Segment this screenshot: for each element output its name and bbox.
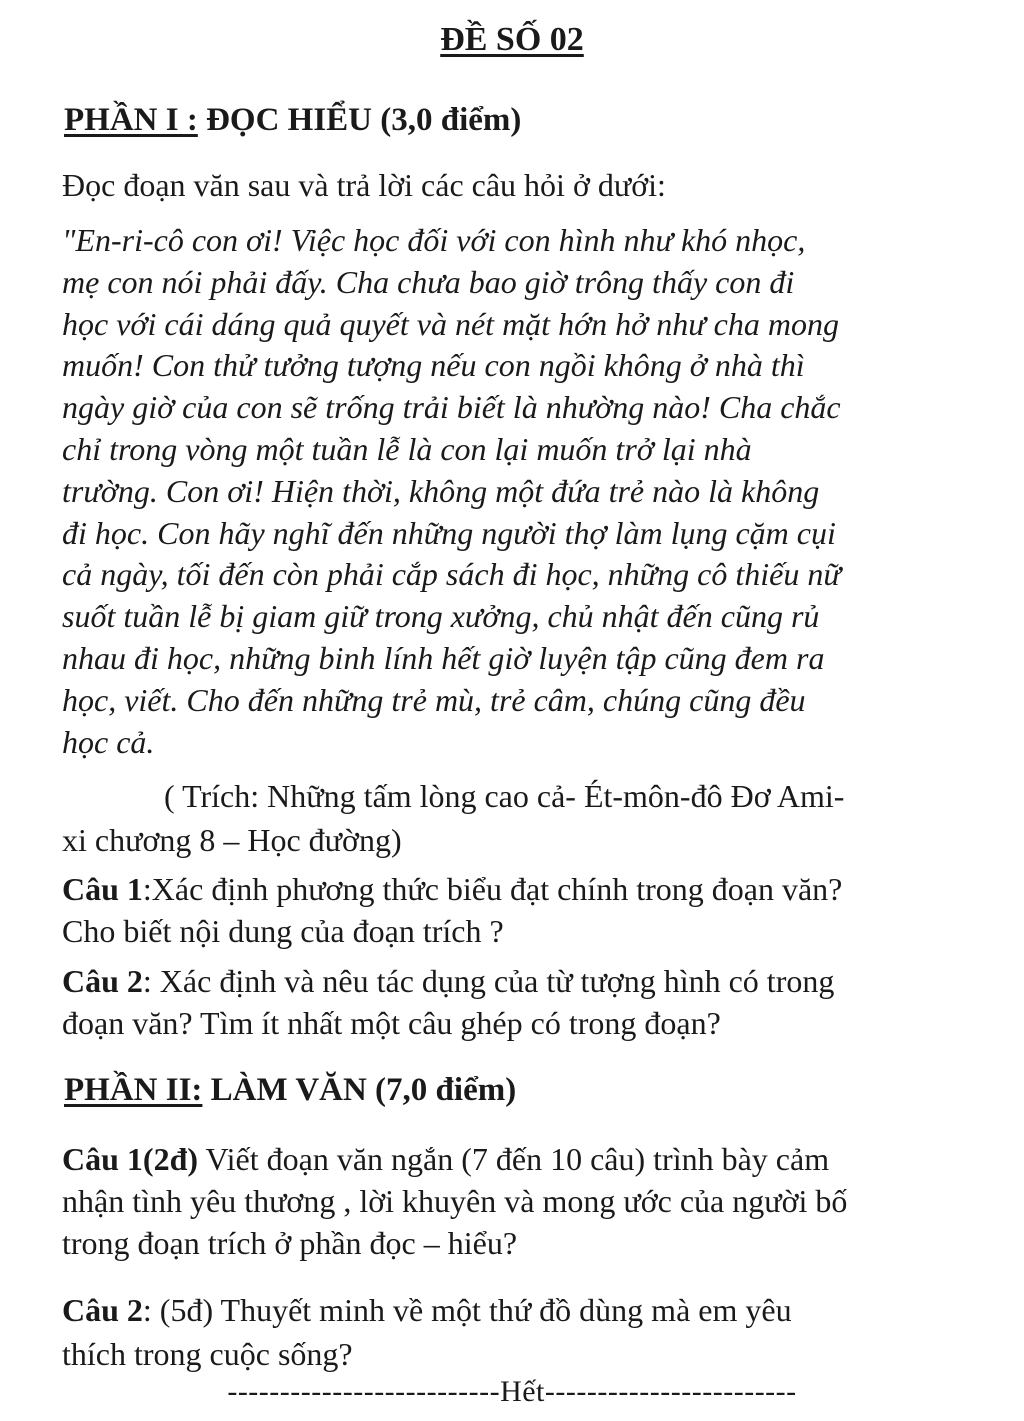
passage-line: suốt tuần lễ bị giam giữ trong xưởng, chủ nhật đến cũng rủ — [62, 598, 820, 635]
question-text: Cho biết nội dung của đoạn trích ? — [62, 913, 504, 949]
passage-line: cả ngày, tối đến còn phải cắp sách đi học, những cô thiếu nữ — [62, 556, 841, 593]
question-text: Viết đoạn văn ngắn (7 đến 10 câu) trình bày cảm — [198, 1141, 830, 1177]
passage-line: đi học. Con hãy nghĩ đến những người thợ làm lụng cặm cụi — [62, 514, 836, 551]
question-text: : (5đ) Thuyết minh về một thứ đồ dùng mà em yêu — [142, 1292, 792, 1328]
part1-label: PHẦN I : — [64, 102, 198, 138]
part2-label: PHẦN II: — [64, 1072, 203, 1108]
question-text: : Xác định và nêu tác dụng của từ tượng hình có trong — [142, 963, 835, 999]
writing-question-1 — [62, 1138, 962, 1264]
passage-line: ngày giờ của con sẽ trống trải biết là nhường nào! Cha chắc — [62, 389, 841, 426]
question-label: Câu 1 — [62, 871, 143, 907]
question-text: đoạn văn? Tìm ít nhất một câu ghép có trong đoạn? — [62, 1005, 721, 1041]
question-text: thích trong cuộc sống? — [62, 1336, 353, 1372]
question-label: Câu 1(2đ) — [62, 1141, 199, 1177]
writing-question-2 — [62, 1288, 962, 1376]
question-label: Câu 2 — [62, 963, 143, 999]
question-text: trong đoạn trích ở phần đọc – hiểu? — [62, 1225, 518, 1261]
part2-title: LÀM VĂN (7,0 điểm) — [202, 1072, 517, 1108]
question-label: Câu 2 — [62, 1292, 143, 1328]
exam-title — [0, 18, 1024, 62]
question-text: nhận tình yêu thương , lời khuyên và mong ước của người bố — [62, 1183, 848, 1219]
passage-source — [62, 774, 962, 862]
passage-line: mẹ con nói phải đấy. Cha chưa bao giờ trông thấy con đi — [62, 263, 795, 300]
source-line: xi chương 8 – Học đường) — [62, 822, 402, 858]
passage-line: "En-ri-cô con ơi! Việc học đối với con hình như khó nhọc, — [62, 222, 806, 258]
passage-line: học, viết. Cho đến những trẻ mù, trẻ câm, chúng cũng đều — [62, 681, 806, 718]
passage-line: nhau đi học, những binh lính hết giờ luyện tập cũng đem ra — [62, 639, 825, 676]
passage-line: chỉ trong vòng một tuần lễ là con lại muốn trở lại nhà — [62, 430, 752, 467]
source-line: ( Trích: Những tấm lòng cao cả- Ét-môn-đô Đơ Ami- — [164, 778, 845, 814]
passage-line: học cả. — [62, 723, 155, 760]
reading-question-1 — [62, 868, 962, 952]
exam-end-marker: --------------------------Hết------------------------ — [227, 1375, 797, 1408]
exam-title-text: ĐỀ SỐ 02 — [440, 21, 584, 58]
part2-heading — [64, 1068, 516, 1112]
passage-line: trường. Con ơi! Hiện thời, không một đứa trẻ nào là không — [62, 472, 820, 509]
reading-question-2 — [62, 960, 962, 1044]
passage-line: học với cái dáng quả quyết và nét mặt hớn hở như cha mong — [62, 305, 839, 342]
question-text: :Xác định phương thức biểu đạt chính trong đoạn văn? — [142, 871, 843, 907]
part1-heading — [64, 98, 521, 142]
reading-passage — [62, 220, 962, 763]
passage-line: muốn! Con thử tưởng tượng nếu con ngồi không ở nhà thì — [62, 347, 805, 384]
part1-title: ĐỌC HIỂU (3,0 điểm) — [197, 102, 522, 138]
reading-instruction: Đọc đoạn văn sau và trả lời các câu hỏi ở dưới: — [62, 167, 666, 203]
